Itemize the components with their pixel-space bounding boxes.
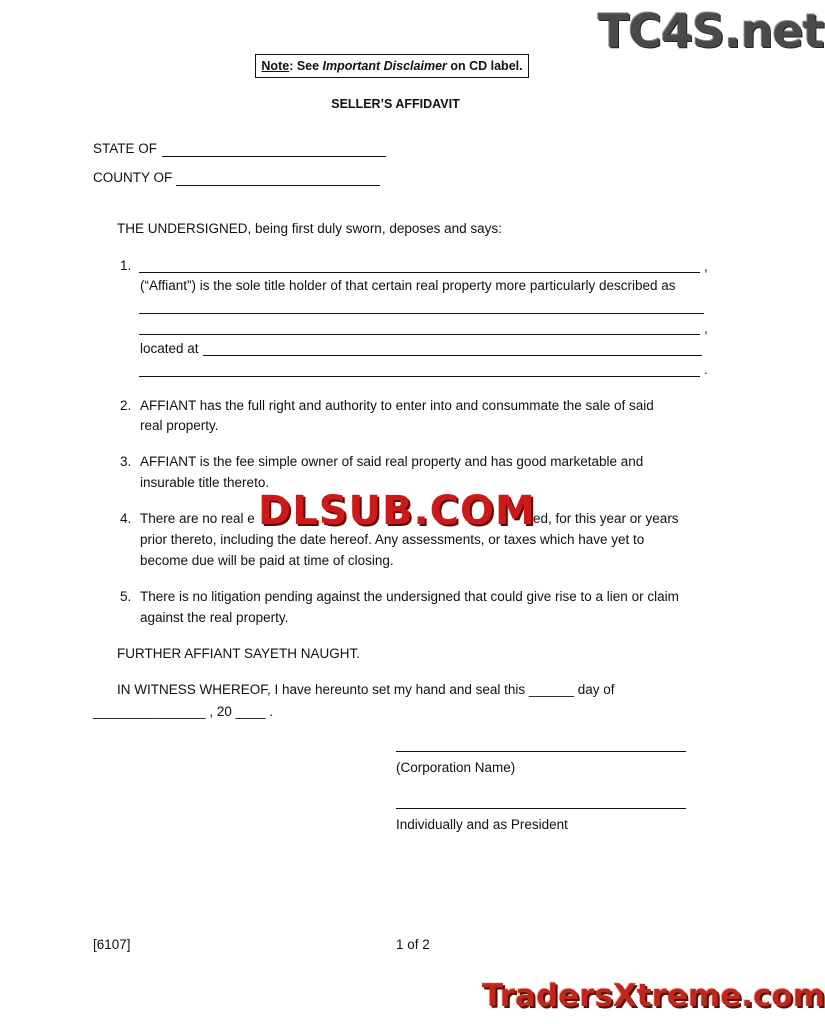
further-affiant: FURTHER AFFIANT SAYETH NAUGHT. — [117, 646, 361, 661]
corporation-name-label: (Corporation Name) — [396, 760, 516, 775]
item3-line1: AFFIANT is the fee simple owner of said real property and has good marketable and — [140, 454, 644, 469]
item2-line1: AFFIANT has the full right and authority to enter into and consummate the sale of said — [140, 398, 654, 413]
item4-line3: become due will be paid at time of closing. — [140, 553, 394, 568]
tc4s-watermark: TC4S.net — [598, 4, 824, 58]
item2-number: 2. — [120, 398, 132, 413]
disclaimer-note — [255, 54, 529, 78]
item5-line2: against the real property. — [140, 610, 289, 625]
item4-line2: prior thereto, including the date hereof. Any assessments, or taxes which have yet to — [140, 532, 645, 547]
description-blank-2[interactable] — [139, 334, 700, 335]
form-number: [6107] — [93, 937, 131, 952]
state-label: STATE OF — [93, 141, 157, 156]
tradersxtreme-watermark: TradersXtreme.com — [482, 978, 825, 1014]
state-blank[interactable] — [162, 156, 386, 157]
item2-line2: real property. — [140, 418, 219, 433]
note-suffix: on CD label. — [446, 59, 523, 73]
president-signature-line[interactable] — [396, 808, 686, 809]
description-blank-1[interactable] — [139, 313, 704, 314]
county-label: COUNTY OF — [93, 170, 173, 185]
witness-line1: IN WITNESS WHEREOF, I have hereunto set my hand and seal this ______ day of — [117, 682, 615, 697]
note-prefix: : See — [289, 59, 323, 73]
item1-comma-2: , — [704, 321, 708, 336]
item5-number: 5. — [120, 589, 132, 604]
location-blank-1[interactable] — [203, 355, 702, 356]
note-label: Note — [261, 59, 290, 73]
intro-text: THE UNDERSIGNED, being first duly sworn, deposes and says: — [117, 221, 502, 236]
item1-period: . — [704, 362, 708, 377]
affiant-name-blank[interactable] — [139, 272, 700, 273]
corporation-signature-line[interactable] — [396, 751, 686, 752]
location-blank-2[interactable] — [139, 376, 700, 377]
note-emphasis: Important Disclaimer — [322, 59, 447, 73]
item4-number: 4. — [120, 511, 132, 526]
affiant-text: (“Affiant”) is the sole title holder of that certain real property more particularly described as — [140, 278, 676, 293]
item3-number: 3. — [120, 454, 132, 469]
item3-line2: insurable title thereto. — [140, 475, 270, 490]
president-label: Individually and as President — [396, 817, 568, 832]
item4-line1-end: ed, for this year or years — [533, 511, 679, 526]
document-title: SELLER’S AFFIDAVIT — [331, 97, 460, 111]
witness-line2: _______________ , 20 ____ . — [93, 704, 274, 719]
item1-comma-1: , — [704, 259, 708, 274]
dlsub-watermark: DLSUB.COM — [258, 488, 536, 534]
item4-line1-start: There are no real e — [140, 511, 255, 526]
item5-line1: There is no litigation pending against the undersigned that could give rise to a lien or claim — [140, 589, 679, 604]
page-number: 1 of 2 — [396, 937, 430, 952]
located-label: located at — [140, 341, 199, 356]
item1-number: 1. — [120, 258, 132, 273]
county-blank[interactable] — [176, 185, 380, 186]
